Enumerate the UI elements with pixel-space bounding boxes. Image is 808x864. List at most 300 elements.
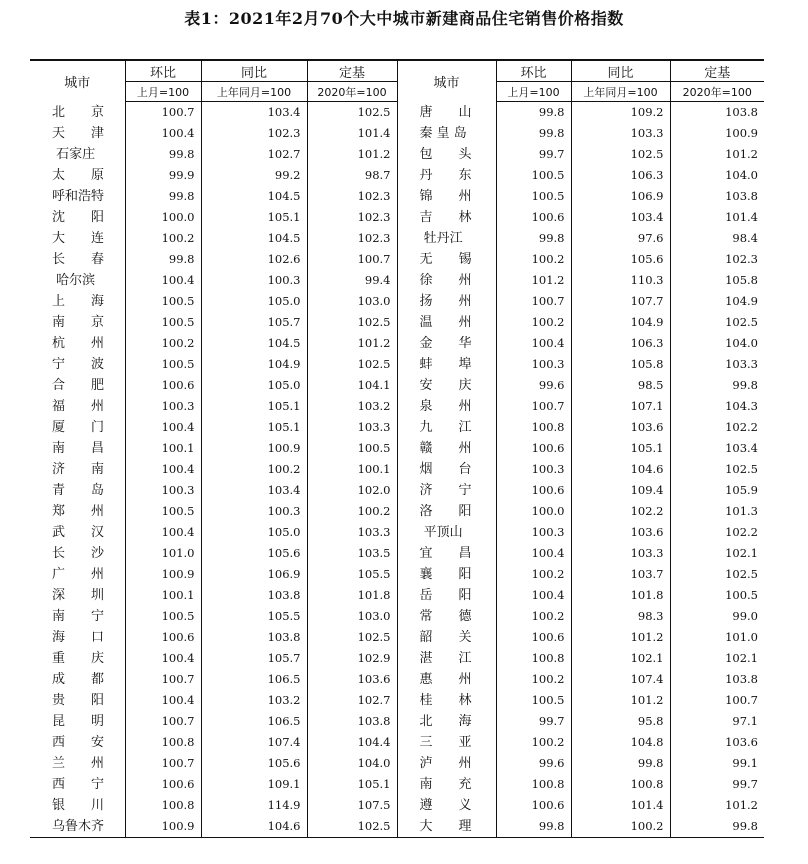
city-name-cell: 徐 州: [397, 270, 496, 291]
dj-cell: 102.2: [670, 522, 764, 543]
dj-cell: 103.8: [670, 186, 764, 207]
hb-cell: 99.8: [496, 228, 571, 249]
tb-cell: 100.2: [201, 459, 307, 480]
tb-cell: 99.2: [201, 165, 307, 186]
city-name-cell: 银 川: [52, 798, 105, 813]
dj-cell: 100.2: [307, 501, 397, 522]
hb-cell: 100.7: [125, 669, 201, 690]
city-column-header-right: 城市: [397, 60, 496, 102]
city-name-cell: 韶 关: [397, 627, 496, 648]
tb-cell: 102.6: [201, 249, 307, 270]
hb-cell: 100.7: [496, 291, 571, 312]
dj-cell: 102.1: [670, 648, 764, 669]
city-name-cell: 宁 波: [52, 357, 105, 372]
dj-cell: 99.0: [670, 606, 764, 627]
tb-cell: 107.4: [571, 669, 670, 690]
dj-cell: 103.2: [307, 396, 397, 417]
city-name-cell: 南 昌: [52, 441, 105, 456]
tb-cell: 105.0: [201, 291, 307, 312]
city-name-cell: 石家庄: [52, 147, 96, 162]
city-name-cell: 济 南: [52, 462, 105, 477]
hb-cell: 100.8: [125, 732, 201, 753]
table-row: [30, 564, 764, 585]
hb-cell: 99.9: [125, 165, 201, 186]
dj-cell: 105.8: [670, 270, 764, 291]
dj-cell: 99.7: [670, 774, 764, 795]
city-name-cell: 秦 皇 岛: [397, 123, 496, 144]
table-row: [30, 396, 764, 417]
dj-cell: 103.8: [307, 711, 397, 732]
city-name-cell: 呼和浩特: [52, 189, 105, 204]
hb-cell: 100.5: [125, 606, 201, 627]
city-name-cell: 常 德: [397, 606, 496, 627]
table-row: [30, 459, 764, 480]
table-row: [30, 543, 764, 564]
city-name-cell: 锦 州: [397, 186, 496, 207]
hb-cell: 100.4: [496, 333, 571, 354]
city-name-cell: 太 原: [52, 168, 105, 183]
table-row: [30, 228, 764, 249]
tb-cell: 103.3: [571, 543, 670, 564]
dj-base-header-right: 2020年=100: [670, 82, 764, 102]
table-title: 表1：2021年2月70个大中城市新建商品住宅销售价格指数: [184, 9, 624, 28]
tb-cell: 105.7: [201, 312, 307, 333]
table-row: [30, 165, 764, 186]
hb-cell: 100.6: [496, 207, 571, 228]
hb-cell: 100.2: [496, 606, 571, 627]
tb-cell: 105.1: [201, 396, 307, 417]
table-row: [30, 417, 764, 438]
city-name-cell: 平顶山: [397, 522, 496, 543]
table-row: [30, 795, 764, 816]
tb-cell: 106.5: [201, 669, 307, 690]
dj-cell: 100.9: [670, 123, 764, 144]
city-name-cell: 温 州: [397, 312, 496, 333]
city-name-cell: 襄 阳: [397, 564, 496, 585]
city-name-cell: 包 头: [397, 144, 496, 165]
dj-cell: 99.1: [670, 753, 764, 774]
hb-cell: 100.1: [125, 585, 201, 606]
hb-cell: 100.2: [125, 228, 201, 249]
dj-cell: 102.3: [670, 249, 764, 270]
tb-cell: 105.1: [201, 207, 307, 228]
tb-cell: 100.2: [571, 816, 670, 838]
dj-cell: 100.5: [307, 438, 397, 459]
hb-cell: 100.2: [496, 312, 571, 333]
tb-cell: 105.6: [201, 753, 307, 774]
city-name-cell: 哈尔滨: [52, 273, 96, 288]
city-name-cell: 丹 东: [397, 165, 496, 186]
dj-cell: 103.8: [670, 102, 764, 124]
hb-column-header-right: 环比: [496, 60, 571, 82]
dj-cell: 103.0: [307, 606, 397, 627]
tb-cell: 98.3: [571, 606, 670, 627]
dj-cell: 102.5: [307, 627, 397, 648]
tb-cell: 101.4: [571, 795, 670, 816]
tb-cell: 103.4: [201, 102, 307, 124]
tb-cell: 106.3: [571, 165, 670, 186]
tb-column-header-right: 同比: [571, 60, 670, 82]
hb-cell: 99.8: [496, 816, 571, 838]
dj-cell: 105.5: [307, 564, 397, 585]
table-row: [30, 816, 764, 838]
city-name-cell: 北 海: [397, 711, 496, 732]
tb-cell: 101.8: [571, 585, 670, 606]
city-name-cell: 大 理: [397, 816, 496, 838]
dj-cell: 99.4: [307, 270, 397, 291]
hb-cell: 100.5: [496, 165, 571, 186]
table-row: [30, 291, 764, 312]
table-row: [30, 522, 764, 543]
tb-cell: 104.5: [201, 333, 307, 354]
tb-cell: 107.4: [201, 732, 307, 753]
dj-column-header: 定基: [307, 60, 397, 82]
dj-cell: 101.2: [307, 144, 397, 165]
dj-cell: 104.1: [307, 375, 397, 396]
city-name-cell: 九 江: [397, 417, 496, 438]
hb-base-header-right: 上月=100: [496, 82, 571, 102]
dj-cell: 99.8: [670, 375, 764, 396]
dj-cell: 98.4: [670, 228, 764, 249]
city-name-cell: 安 庆: [397, 375, 496, 396]
tb-cell: 105.6: [201, 543, 307, 564]
dj-cell: 104.4: [307, 732, 397, 753]
hb-cell: 100.3: [496, 459, 571, 480]
tb-cell: 105.5: [201, 606, 307, 627]
hb-cell: 100.8: [496, 774, 571, 795]
hb-cell: 99.7: [496, 144, 571, 165]
tb-cell: 104.5: [201, 228, 307, 249]
hb-cell: 99.7: [496, 711, 571, 732]
dj-cell: 103.3: [307, 522, 397, 543]
tb-cell: 103.4: [571, 207, 670, 228]
city-name-cell: 沈 阳: [52, 210, 105, 225]
hb-cell: 99.8: [125, 249, 201, 270]
city-name-cell: 南 宁: [52, 609, 105, 624]
tb-cell: 103.2: [201, 690, 307, 711]
city-name-cell: 福 州: [52, 399, 105, 414]
tb-cell: 99.8: [571, 753, 670, 774]
tb-cell: 95.8: [571, 711, 670, 732]
dj-cell: 102.3: [307, 228, 397, 249]
hb-cell: 100.6: [496, 438, 571, 459]
tb-cell: 105.1: [571, 438, 670, 459]
city-name-cell: 乌鲁木齐: [30, 816, 125, 838]
city-name-cell: 天 津: [52, 126, 105, 141]
city-name-cell: 大 连: [52, 231, 105, 246]
dj-cell: 104.0: [307, 753, 397, 774]
city-name-cell: 杭 州: [52, 336, 105, 351]
dj-cell: 102.3: [307, 207, 397, 228]
table-row: [30, 711, 764, 732]
dj-cell: 100.7: [670, 690, 764, 711]
city-name-cell: 泉 州: [397, 396, 496, 417]
dj-cell: 102.3: [307, 186, 397, 207]
dj-cell: 101.0: [670, 627, 764, 648]
dj-cell: 102.1: [670, 543, 764, 564]
table-row: [30, 333, 764, 354]
city-name-cell: 郑 州: [52, 504, 105, 519]
hb-cell: 100.4: [125, 459, 201, 480]
dj-cell: 104.3: [670, 396, 764, 417]
city-name-cell: 武 汉: [52, 525, 105, 540]
tb-column-header: 同比: [201, 60, 307, 82]
city-name-cell: 洛 阳: [397, 501, 496, 522]
table-row: [30, 648, 764, 669]
dj-cell: 104.0: [670, 165, 764, 186]
city-name-cell: 上 海: [52, 294, 105, 309]
tb-cell: 103.4: [201, 480, 307, 501]
city-name-cell: 湛 江: [397, 648, 496, 669]
city-name-cell: 牡丹江: [397, 228, 496, 249]
hb-cell: 99.8: [496, 123, 571, 144]
city-name-cell: 西 安: [52, 735, 105, 750]
dj-cell: 102.0: [307, 480, 397, 501]
tb-cell: 100.8: [571, 774, 670, 795]
hb-cell: 100.2: [125, 333, 201, 354]
tb-cell: 105.7: [201, 648, 307, 669]
hb-cell: 100.6: [125, 375, 201, 396]
city-name-cell: 南 充: [397, 774, 496, 795]
dj-cell: 102.5: [670, 459, 764, 480]
dj-cell: 103.8: [670, 669, 764, 690]
city-name-cell: 合 肥: [52, 378, 105, 393]
city-name-cell: 海 口: [52, 630, 105, 645]
table-row: [30, 102, 764, 124]
table-row: [30, 606, 764, 627]
dj-cell: 102.2: [670, 417, 764, 438]
hb-cell: 100.3: [125, 480, 201, 501]
tb-cell: 102.2: [571, 501, 670, 522]
hb-base-header: 上月=100: [125, 82, 201, 102]
city-name-cell: 唐 山: [397, 102, 496, 124]
tb-cell: 109.1: [201, 774, 307, 795]
city-name-cell: 济 宁: [397, 480, 496, 501]
dj-cell: 103.6: [670, 732, 764, 753]
dj-cell: 104.0: [670, 333, 764, 354]
hb-column-header: 环比: [125, 60, 201, 82]
table-row: [30, 186, 764, 207]
hb-cell: 100.2: [496, 732, 571, 753]
tb-base-header: 上年同月=100: [201, 82, 307, 102]
hb-cell: 100.8: [496, 417, 571, 438]
tb-cell: 106.3: [571, 333, 670, 354]
dj-cell: 101.2: [307, 333, 397, 354]
hb-cell: 100.6: [496, 795, 571, 816]
hb-cell: 100.4: [125, 417, 201, 438]
hb-cell: 100.4: [496, 543, 571, 564]
tb-cell: 107.1: [571, 396, 670, 417]
hb-cell: 100.5: [125, 291, 201, 312]
tb-cell: 109.4: [571, 480, 670, 501]
tb-cell: 101.2: [571, 690, 670, 711]
dj-cell: 101.8: [307, 585, 397, 606]
tb-cell: 107.7: [571, 291, 670, 312]
city-name-cell: 岳 阳: [397, 585, 496, 606]
city-name-cell: 遵 义: [397, 795, 496, 816]
tb-cell: 105.8: [571, 354, 670, 375]
dj-cell: 101.4: [307, 123, 397, 144]
hb-cell: 100.6: [125, 627, 201, 648]
table-row: [30, 669, 764, 690]
tb-cell: 100.9: [201, 438, 307, 459]
hb-cell: 99.6: [496, 753, 571, 774]
hb-cell: 99.6: [496, 375, 571, 396]
city-name-cell: 泸 州: [397, 753, 496, 774]
dj-cell: 101.3: [670, 501, 764, 522]
table-row: [30, 438, 764, 459]
dj-cell: 101.2: [670, 795, 764, 816]
tb-cell: 114.9: [201, 795, 307, 816]
tb-cell: 103.6: [571, 522, 670, 543]
hb-cell: 100.2: [496, 249, 571, 270]
dj-cell: 101.4: [670, 207, 764, 228]
hb-cell: 99.8: [496, 102, 571, 124]
city-name-cell: 长 春: [52, 252, 105, 267]
hb-cell: 100.4: [125, 690, 201, 711]
table-row: [30, 627, 764, 648]
city-name-cell: 惠 州: [397, 669, 496, 690]
tb-cell: 105.0: [201, 375, 307, 396]
hb-cell: 99.8: [125, 186, 201, 207]
tb-cell: 105.1: [201, 417, 307, 438]
tb-cell: 110.3: [571, 270, 670, 291]
tb-cell: 102.1: [571, 648, 670, 669]
hb-cell: 100.3: [125, 396, 201, 417]
hb-cell: 100.3: [496, 354, 571, 375]
tb-cell: 105.6: [571, 249, 670, 270]
hb-cell: 100.3: [496, 522, 571, 543]
city-name-cell: 吉 林: [397, 207, 496, 228]
dj-cell: 105.9: [670, 480, 764, 501]
city-name-cell: 金 华: [397, 333, 496, 354]
dj-cell: 102.5: [670, 564, 764, 585]
tb-cell: 97.6: [571, 228, 670, 249]
city-name-cell: 赣 州: [397, 438, 496, 459]
hb-cell: 100.4: [125, 648, 201, 669]
table-row: [30, 585, 764, 606]
table-row: [30, 270, 764, 291]
dj-cell: 98.7: [307, 165, 397, 186]
dj-column-header-right: 定基: [670, 60, 764, 82]
city-name-cell: 宜 昌: [397, 543, 496, 564]
hb-cell: 100.7: [125, 102, 201, 124]
dj-cell: 102.5: [307, 354, 397, 375]
table-row: [30, 375, 764, 396]
dj-cell: 103.3: [307, 417, 397, 438]
dj-cell: 102.9: [307, 648, 397, 669]
city-name-cell: 南 京: [52, 315, 105, 330]
city-column-header: 城市: [30, 60, 125, 102]
table-row: [30, 312, 764, 333]
tb-cell: 109.2: [571, 102, 670, 124]
dj-cell: 103.0: [307, 291, 397, 312]
table-row: [30, 690, 764, 711]
hb-cell: 100.7: [125, 753, 201, 774]
city-name-cell: 蚌 埠: [397, 354, 496, 375]
dj-cell: 102.5: [670, 312, 764, 333]
hb-cell: 100.2: [496, 564, 571, 585]
hb-cell: 100.9: [125, 564, 201, 585]
city-name-cell: 西 宁: [52, 777, 105, 792]
city-name-cell: 成 都: [52, 672, 105, 687]
hb-cell: 100.5: [125, 354, 201, 375]
table-row: [30, 501, 764, 522]
city-name-cell: 青 岛: [52, 483, 105, 498]
city-name-cell: 贵 阳: [52, 693, 105, 708]
hb-cell: 100.5: [125, 501, 201, 522]
hb-cell: 100.0: [496, 501, 571, 522]
dj-cell: 100.1: [307, 459, 397, 480]
tb-cell: 98.5: [571, 375, 670, 396]
dj-cell: 101.2: [670, 144, 764, 165]
tb-cell: 103.3: [571, 123, 670, 144]
hb-cell: 100.7: [125, 711, 201, 732]
table-row: [30, 144, 764, 165]
hb-cell: 101.0: [125, 543, 201, 564]
hb-cell: 100.6: [496, 480, 571, 501]
hb-cell: 100.5: [496, 690, 571, 711]
hb-cell: 100.4: [496, 585, 571, 606]
city-name-cell: 北 京: [52, 104, 105, 120]
tb-cell: 104.6: [201, 816, 307, 838]
hb-cell: 100.8: [496, 648, 571, 669]
tb-cell: 102.3: [201, 123, 307, 144]
tb-cell: 103.8: [201, 627, 307, 648]
dj-cell: 100.5: [670, 585, 764, 606]
hb-cell: 99.8: [125, 144, 201, 165]
hb-cell: 100.2: [496, 669, 571, 690]
dj-cell: 102.5: [307, 312, 397, 333]
city-name-cell: 烟 台: [397, 459, 496, 480]
table-row: [30, 753, 764, 774]
hb-cell: 100.8: [125, 795, 201, 816]
dj-cell: 103.3: [670, 354, 764, 375]
dj-cell: 99.8: [670, 816, 764, 838]
table-row: [30, 354, 764, 375]
dj-cell: 105.1: [307, 774, 397, 795]
price-index-table: [30, 59, 764, 838]
tb-cell: 104.9: [201, 354, 307, 375]
tb-cell: 106.9: [201, 564, 307, 585]
tb-cell: 103.7: [571, 564, 670, 585]
dj-cell: 102.7: [307, 690, 397, 711]
tb-cell: 104.8: [571, 732, 670, 753]
city-name-cell: 广 州: [52, 567, 105, 582]
table-row: [30, 123, 764, 144]
city-name-cell: 长 沙: [52, 546, 105, 561]
dj-base-header: 2020年=100: [307, 82, 397, 102]
hb-cell: 100.6: [125, 774, 201, 795]
tb-cell: 104.5: [201, 186, 307, 207]
dj-cell: 104.9: [670, 291, 764, 312]
city-name-cell: 兰 州: [52, 756, 105, 771]
tb-cell: 102.7: [201, 144, 307, 165]
hb-cell: 100.7: [496, 396, 571, 417]
dj-cell: 100.7: [307, 249, 397, 270]
hb-cell: 100.5: [125, 312, 201, 333]
city-name-cell: 昆 明: [52, 714, 105, 729]
dj-cell: 102.5: [307, 816, 397, 838]
tb-cell: 103.8: [201, 585, 307, 606]
hb-cell: 100.4: [125, 270, 201, 291]
tb-cell: 102.5: [571, 144, 670, 165]
tb-cell: 100.3: [201, 501, 307, 522]
table-row: [30, 774, 764, 795]
city-name-cell: 重 庆: [52, 651, 105, 666]
city-name-cell: 三 亚: [397, 732, 496, 753]
city-name-cell: 桂 林: [397, 690, 496, 711]
